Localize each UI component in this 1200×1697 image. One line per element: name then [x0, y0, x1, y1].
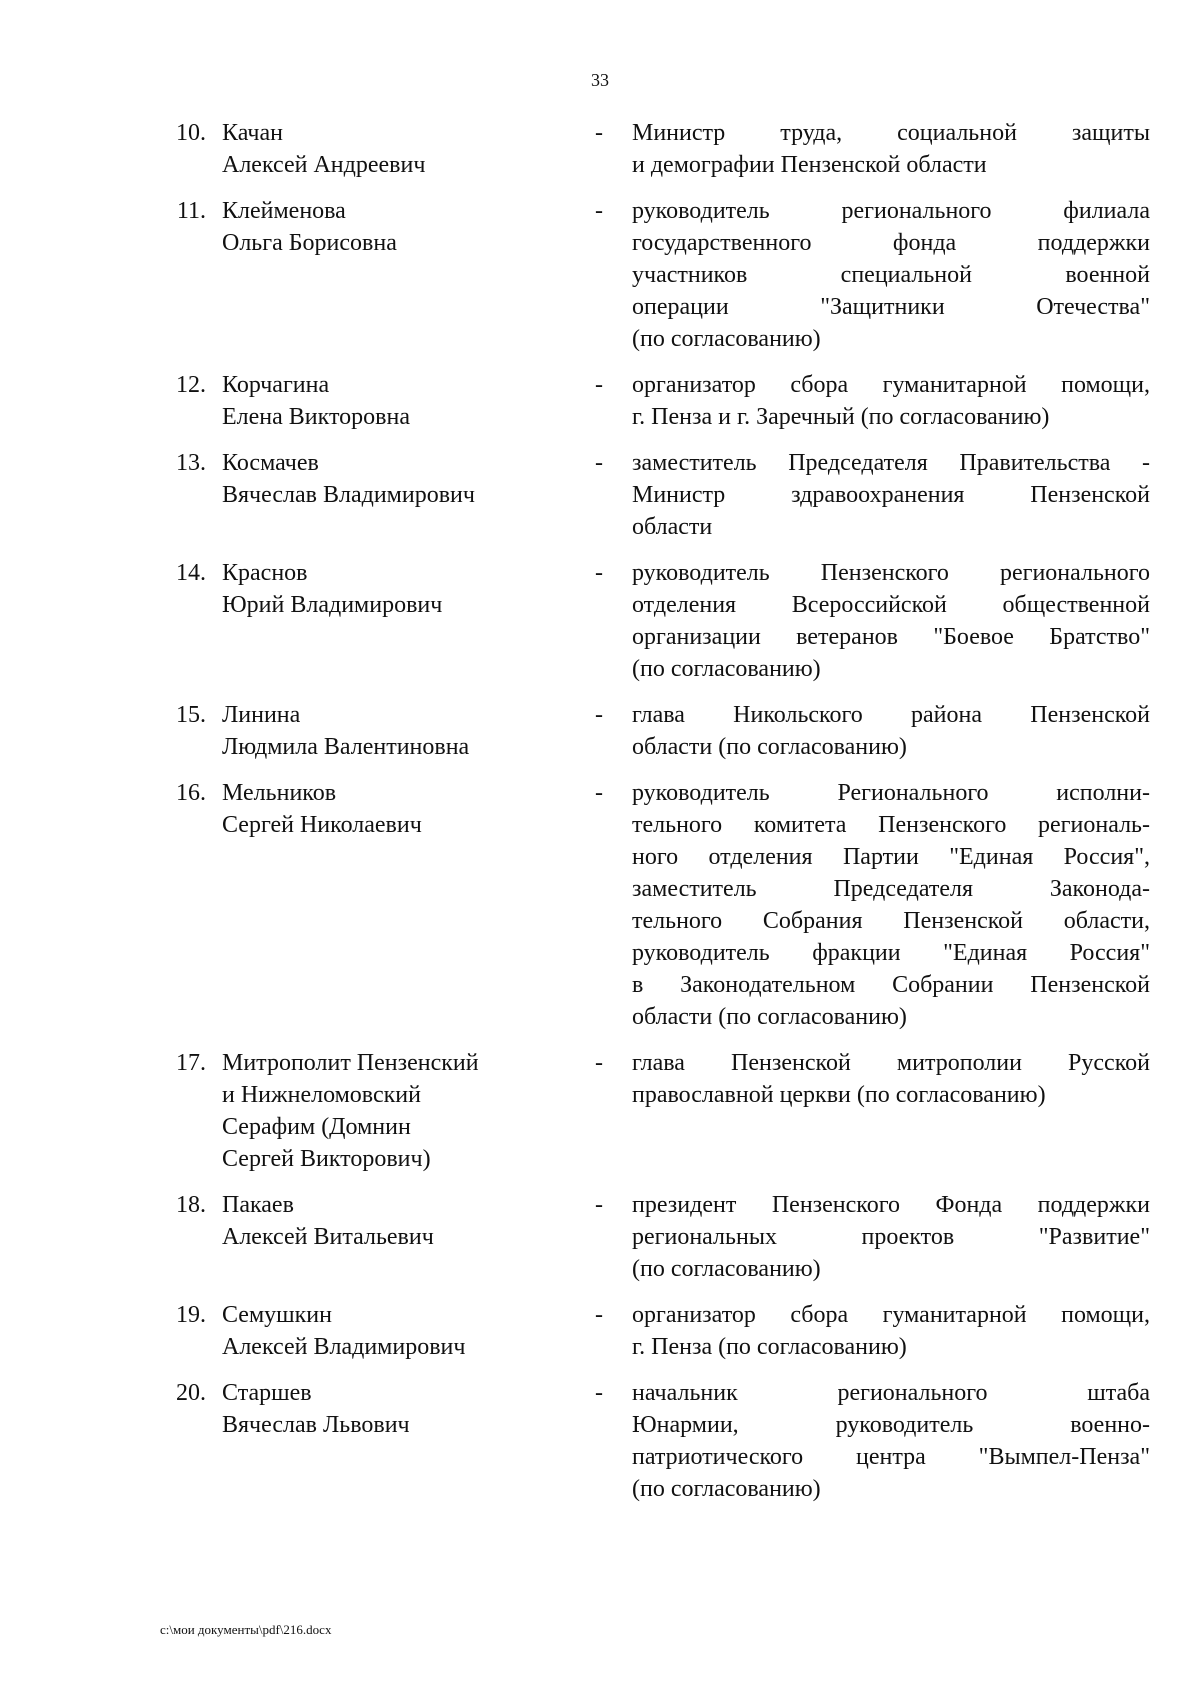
member-role-line: организатор сбора гуманитарной помощи,: [632, 372, 1150, 398]
member-dash: -: [595, 1302, 603, 1328]
member-dash: -: [595, 450, 603, 476]
member-role: [632, 699, 1150, 763]
member-dash: -: [595, 1050, 603, 1076]
member-name: [222, 1377, 552, 1441]
member-name-line: Алексей Владимирович: [222, 1334, 466, 1360]
member-role-line: глава Пензенской митрополии Русской: [632, 1050, 1150, 1076]
member-role-line: участников специальной военной: [632, 262, 1150, 288]
member-dash: -: [595, 780, 603, 806]
member-role-line: Министр здравоохранения Пензенской: [632, 482, 1150, 508]
member-name-line: Ольга Борисовна: [222, 230, 397, 256]
member-number: 16.: [176, 780, 206, 806]
member-name-line: Старшев: [222, 1380, 312, 1406]
member-role-line: (по согласованию): [632, 1256, 821, 1282]
member-role: [632, 1047, 1150, 1111]
member-role: [632, 195, 1150, 355]
member-name-line: и Нижнеломовский: [222, 1082, 421, 1108]
member-name-line: Сергей Викторович): [222, 1146, 431, 1172]
member-role: [632, 1189, 1150, 1285]
member-role-line: г. Пенза (по согласованию): [632, 1334, 907, 1360]
member-number: 11.: [176, 198, 206, 224]
member-role: [632, 447, 1150, 543]
member-name-line: Юрий Владимирович: [222, 592, 443, 618]
member-role-line: президент Пензенского Фонда поддержки: [632, 1192, 1150, 1218]
member-name: [222, 777, 552, 841]
member-role-line: руководитель фракции "Единая Россия": [632, 940, 1150, 966]
member-number: 20.: [176, 1380, 206, 1406]
member-role-line: области (по согласованию): [632, 734, 907, 760]
member-name-line: Линина: [222, 702, 301, 728]
member-dash: -: [595, 560, 603, 586]
member-entry: [160, 1377, 1150, 1505]
member-name-line: Сергей Николаевич: [222, 812, 422, 838]
member-role-line: Министр труда, социальной защиты: [632, 120, 1150, 146]
member-name: [222, 1047, 552, 1175]
member-role-line: руководитель Пензенского регионального: [632, 560, 1150, 586]
member-name: [222, 369, 552, 433]
member-entry: [160, 1299, 1150, 1363]
member-entry: [160, 369, 1150, 433]
member-role-line: начальник регионального штаба: [632, 1380, 1150, 1406]
member-name: [222, 447, 552, 511]
member-name-line: Елена Викторовна: [222, 404, 410, 430]
member-number: 14.: [176, 560, 206, 586]
member-number: 15.: [176, 702, 206, 728]
member-role-line: организатор сбора гуманитарной помощи,: [632, 1302, 1150, 1328]
member-role-line: организации ветеранов "Боевое Братство": [632, 624, 1150, 650]
member-role-line: области: [632, 514, 713, 540]
member-name-line: Клейменова: [222, 198, 346, 224]
member-role-line: Юнармии, руководитель военно-: [632, 1412, 1150, 1438]
member-role: [632, 1299, 1150, 1363]
member-role-line: в Законодательном Собрании Пензенской: [632, 972, 1150, 998]
member-name: [222, 557, 552, 621]
member-name-line: Пакаев: [222, 1192, 294, 1218]
member-entry: [160, 557, 1150, 685]
member-name-line: Людмила Валентиновна: [222, 734, 470, 760]
file-path-footer: c:\мои документы\pdf\216.docx: [160, 1622, 332, 1637]
member-number: 10.: [176, 120, 206, 146]
member-name-line: Алексей Витальевич: [222, 1224, 434, 1250]
member-dash: -: [595, 1192, 603, 1218]
member-entry: [160, 1047, 1150, 1175]
member-role-line: заместитель Председателя Правительства -: [632, 450, 1150, 476]
member-name: [222, 195, 552, 259]
member-role-line: ного отделения Партии "Единая Россия",: [632, 844, 1150, 870]
member-role: [632, 369, 1150, 433]
member-role-line: руководитель Регионального исполни-: [632, 780, 1150, 806]
member-number: 13.: [176, 450, 206, 476]
member-name-line: Семушкин: [222, 1302, 332, 1328]
member-role-line: глава Никольского района Пензенской: [632, 702, 1150, 728]
member-role: [632, 1377, 1150, 1505]
member-list: [160, 117, 1150, 1519]
member-role-line: (по согласованию): [632, 326, 821, 352]
member-role-line: тельного комитета Пензенского региональ-: [632, 812, 1150, 838]
member-name-line: Краснов: [222, 560, 308, 586]
member-number: 19.: [176, 1302, 206, 1328]
member-role-line: патриотического центра "Вымпел-Пенза": [632, 1444, 1150, 1470]
member-name: [222, 117, 552, 181]
member-name-line: Корчагина: [222, 372, 330, 398]
member-name-line: Мельников: [222, 780, 337, 806]
member-role-line: отделения Всероссийской общественной: [632, 592, 1150, 618]
member-role-line: руководитель регионального филиала: [632, 198, 1150, 224]
member-dash: -: [595, 702, 603, 728]
member-role-line: и демографии Пензенской области: [632, 152, 987, 178]
member-name-line: Алексей Андреевич: [222, 152, 426, 178]
member-name-line: Митрополит Пензенский: [222, 1050, 479, 1076]
member-role-line: (по согласованию): [632, 656, 821, 682]
member-number: 18.: [176, 1192, 206, 1218]
page-number: 33: [591, 70, 609, 90]
member-role-line: г. Пенза и г. Заречный (по согласованию): [632, 404, 1050, 430]
member-entry: [160, 1189, 1150, 1285]
member-role-line: тельного Собрания Пензенской области,: [632, 908, 1150, 934]
member-role-line: государственного фонда поддержки: [632, 230, 1150, 256]
member-role-line: заместитель Председателя Законода-: [632, 876, 1150, 902]
member-dash: -: [595, 372, 603, 398]
member-role-line: области (по согласованию): [632, 1004, 907, 1030]
member-role-line: операции "Защитники Отечества": [632, 294, 1150, 320]
member-entry: [160, 195, 1150, 355]
member-name: [222, 699, 552, 763]
member-name-line: Вячеслав Владимирович: [222, 482, 475, 508]
member-name-line: Космачев: [222, 450, 319, 476]
member-entry: [160, 447, 1150, 543]
member-dash: -: [595, 120, 603, 146]
member-name-line: Качан: [222, 120, 283, 146]
member-number: 17.: [176, 1050, 206, 1076]
member-name-line: Серафим (Домнин: [222, 1114, 411, 1140]
member-role: [632, 117, 1150, 181]
member-number: 12.: [176, 372, 206, 398]
member-role: [632, 557, 1150, 685]
member-role-line: (по согласованию): [632, 1476, 821, 1502]
member-role: [632, 777, 1150, 1033]
member-entry: [160, 699, 1150, 763]
member-dash: -: [595, 1380, 603, 1406]
member-dash: -: [595, 198, 603, 224]
member-entry: [160, 117, 1150, 181]
member-role-line: православной церкви (по согласованию): [632, 1082, 1046, 1108]
member-name: [222, 1189, 552, 1253]
member-entry: [160, 777, 1150, 1033]
member-name: [222, 1299, 552, 1363]
member-role-line: региональных проектов "Развитие": [632, 1224, 1150, 1250]
member-name-line: Вячеслав Львович: [222, 1412, 410, 1438]
